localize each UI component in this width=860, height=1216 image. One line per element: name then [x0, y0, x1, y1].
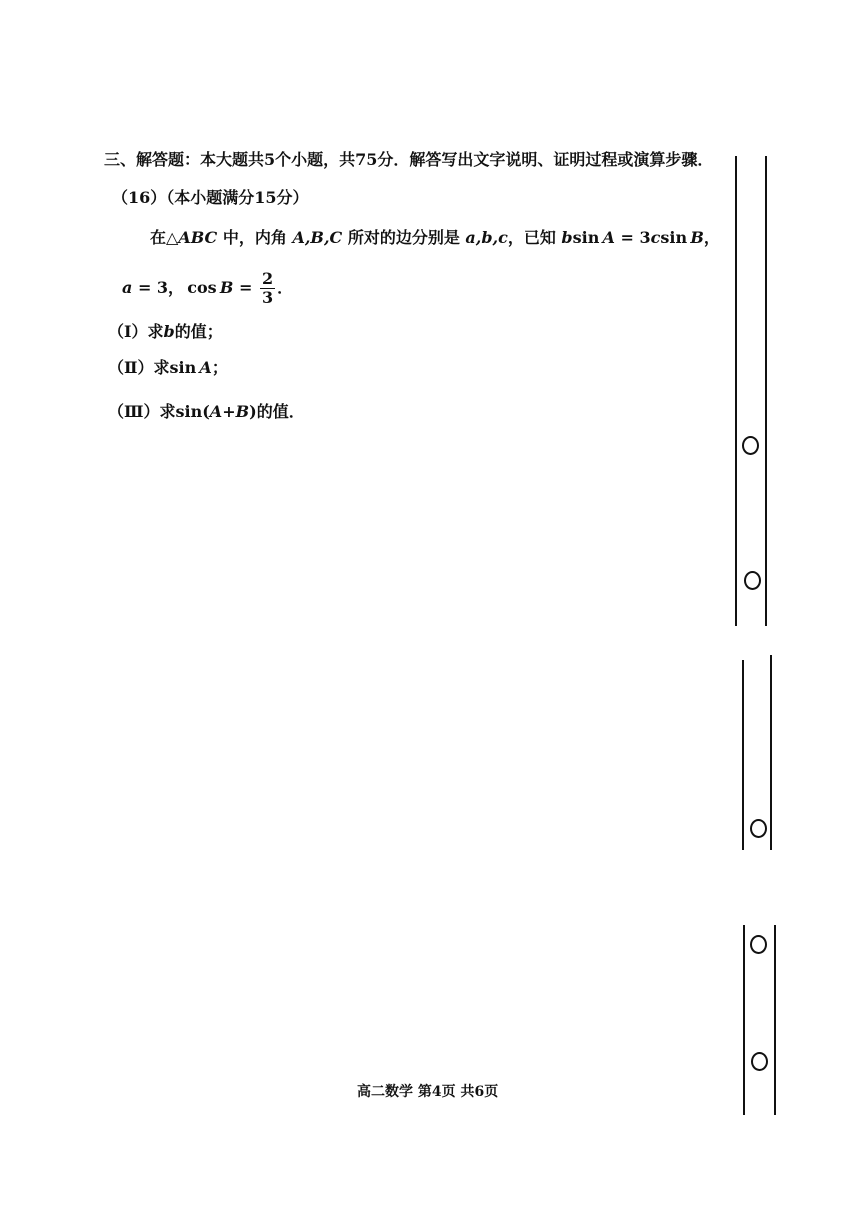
given-a-val: = 3，	[132, 278, 185, 297]
given-conditions	[122, 270, 293, 314]
part-3-rest: 的值．	[256, 402, 305, 421]
part-3-label: （Ⅲ）求	[108, 402, 176, 421]
problem-header	[112, 188, 309, 208]
stem-sides: a,b,c	[465, 228, 508, 247]
stem-eq-mid: = 3	[614, 228, 651, 247]
part-3	[108, 402, 305, 422]
stem-angles: A,B,C	[292, 228, 343, 247]
given-eq: =	[233, 278, 258, 297]
stem-mid3: ，已知	[507, 228, 562, 247]
part-1	[108, 322, 223, 342]
part-2-rest: ；	[211, 358, 228, 377]
problem-header-text: （16）（本小题满分15分）	[112, 188, 309, 207]
stem-eq-sin: sin	[572, 228, 600, 247]
binding-hole-icon	[744, 571, 761, 590]
part-1-rest: 的值；	[174, 322, 223, 341]
section-heading-text: 三、解答题：本大题共5个小题，共75分．解答写出文字说明、证明过程或演算步骤．	[104, 150, 714, 169]
stem-eq-c: c	[650, 228, 661, 247]
part-3-fn: sin(	[175, 402, 210, 421]
part-2-label: （Ⅱ）求	[108, 358, 170, 377]
binding-hole-icon	[751, 1052, 768, 1071]
given-fraction	[260, 270, 275, 307]
binding-hole-icon	[750, 819, 767, 838]
part-1-math: b	[163, 322, 175, 341]
section-heading	[104, 150, 713, 170]
stem-triangle: ABC	[178, 228, 218, 247]
given-B: B	[219, 278, 234, 297]
stem-mid: 中，内角	[217, 228, 293, 247]
given-cos: cos	[187, 278, 217, 297]
binding-line-inner-mid	[742, 660, 744, 850]
stem-eq-B: B	[690, 228, 704, 247]
stem-mid2: 所对的边分别是	[342, 228, 466, 247]
binding-line-outer-top	[765, 156, 767, 626]
part-3-math2: B	[235, 402, 250, 421]
fraction-numerator: 2	[261, 269, 274, 288]
part-3-plus: +	[222, 402, 236, 421]
given-end: ．	[277, 278, 294, 297]
binding-line-inner-bottom	[743, 925, 745, 1115]
stem-eq-sin2: sin	[660, 228, 688, 247]
part-1-label: （Ⅰ）求	[108, 322, 164, 341]
binding-hole-icon	[750, 935, 767, 954]
page-footer	[357, 1082, 498, 1102]
part-3-close: )	[249, 402, 257, 421]
fraction-denominator: 3	[261, 288, 274, 307]
binding-line-outer-mid	[770, 655, 772, 850]
part-2-math: A	[199, 358, 212, 377]
problem-stem	[150, 228, 720, 248]
part-2	[108, 358, 228, 378]
given-a: a	[122, 278, 133, 297]
part-3-math: A	[209, 402, 223, 421]
binding-line-outer-bottom	[774, 925, 776, 1115]
stem-eq-A: A	[602, 228, 615, 247]
footer-text: 高二数学 第4页 共6页	[357, 1084, 499, 1100]
binding-hole-icon	[742, 436, 759, 455]
binding-line-inner-top	[735, 156, 737, 626]
stem-intro: 在△	[150, 228, 179, 247]
stem-eq-b: b	[561, 228, 573, 247]
stem-end: ，	[703, 228, 720, 247]
part-2-fn: sin	[169, 358, 197, 377]
